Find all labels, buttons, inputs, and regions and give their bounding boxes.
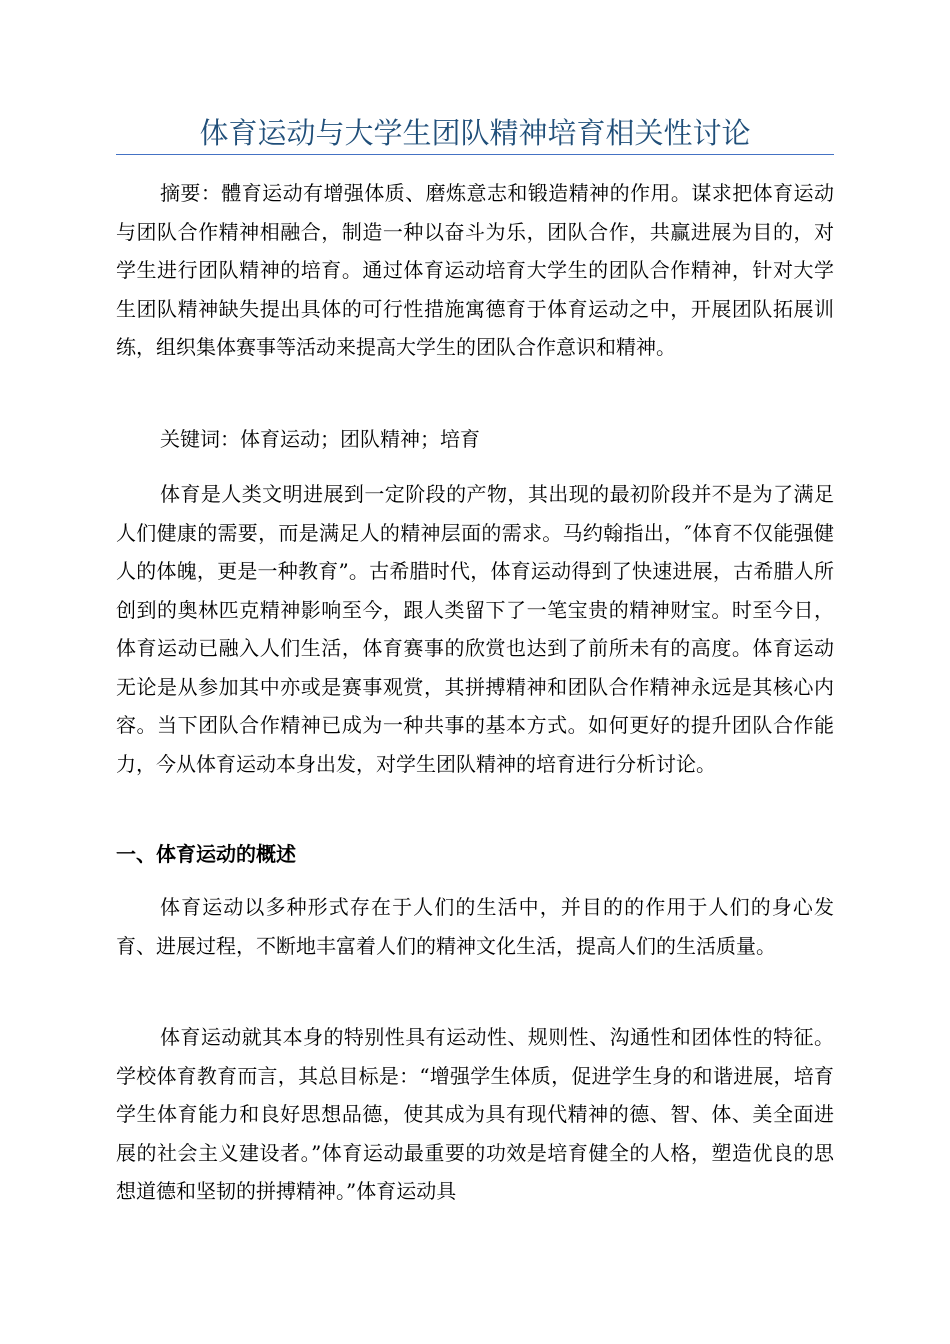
- document-title: 体育运动与大学生团队精神培育相关性讨论: [199, 116, 751, 150]
- abstract-paragraph: 摘要：體育运动有增强体质、磨炼意志和锻造精神的作用。谋求把体育运动与团队合作精神相融合，制造一种以奋斗为乐，团队合作，共赢进展为目的，对学生进行团队精神的培育。通过体育运动培育大学生的团队合作精神，针对大学生团队精神缺失提出具体的可行性措施寓德育于体育运动之中，开展团队拓展训练，组织集体赛事等活动来提高大学生的团队合作意识和精神。: [116, 181, 834, 359]
- body-paragraph: 体育运动就其本身的特别性具有运动性、规则性、沟通性和团体性的特征。学校体育教育而言，其总目标是：“增强学生体质，促进学生身的和谐进展，培育学生体育能力和良好思想品德，使其成为具有现代精神的德、智、体、美全面进展的社会主义建设者。”体育运动最重要的功效是培育健全的人格，塑造优良的思想道德和坚韧的拼搏精神。”体育运动具: [116, 1025, 834, 1203]
- intro-paragraph: 体育是人类文明进展到一定阶段的产物，其出现的最初阶段并不是为了满足人们健康的需要，而是满足人的精神层面的需求。马约翰指出，″体育不仅能强健人的体魄，更是一种教育”。古希腊时代，体育运动得到了快速进展，古希腊人所创到的奥林匹克精神影响至今，跟人类留下了一笔宝贵的精神财宝。时至今日，体育运动已融入人们生活，体育赛事的欣赏也达到了前所未有的高度。体育运动无论是从参加其中亦或是赛事观赏，其拼搏精神和团队合作精神永远是其核心内容。当下团队合作精神已成为一种共事的基本方式。如何更好的提升团队合作能力，今从体育运动本身出发，对学生团队精神的培育进行分析讨论。: [116, 482, 834, 776]
- title-underline: [116, 154, 834, 155]
- keywords-paragraph: 关键词：体育运动；团队精神；培育: [160, 427, 480, 451]
- body-paragraph: 体育运动以多种形式存在于人们的生活中，并目的的作用于人们的身心发育、进展过程，不断地丰富着人们的精神文化生活，提高人们的生活质量。: [116, 895, 834, 958]
- section-heading-overview: 一、体育运动的概述: [116, 842, 296, 866]
